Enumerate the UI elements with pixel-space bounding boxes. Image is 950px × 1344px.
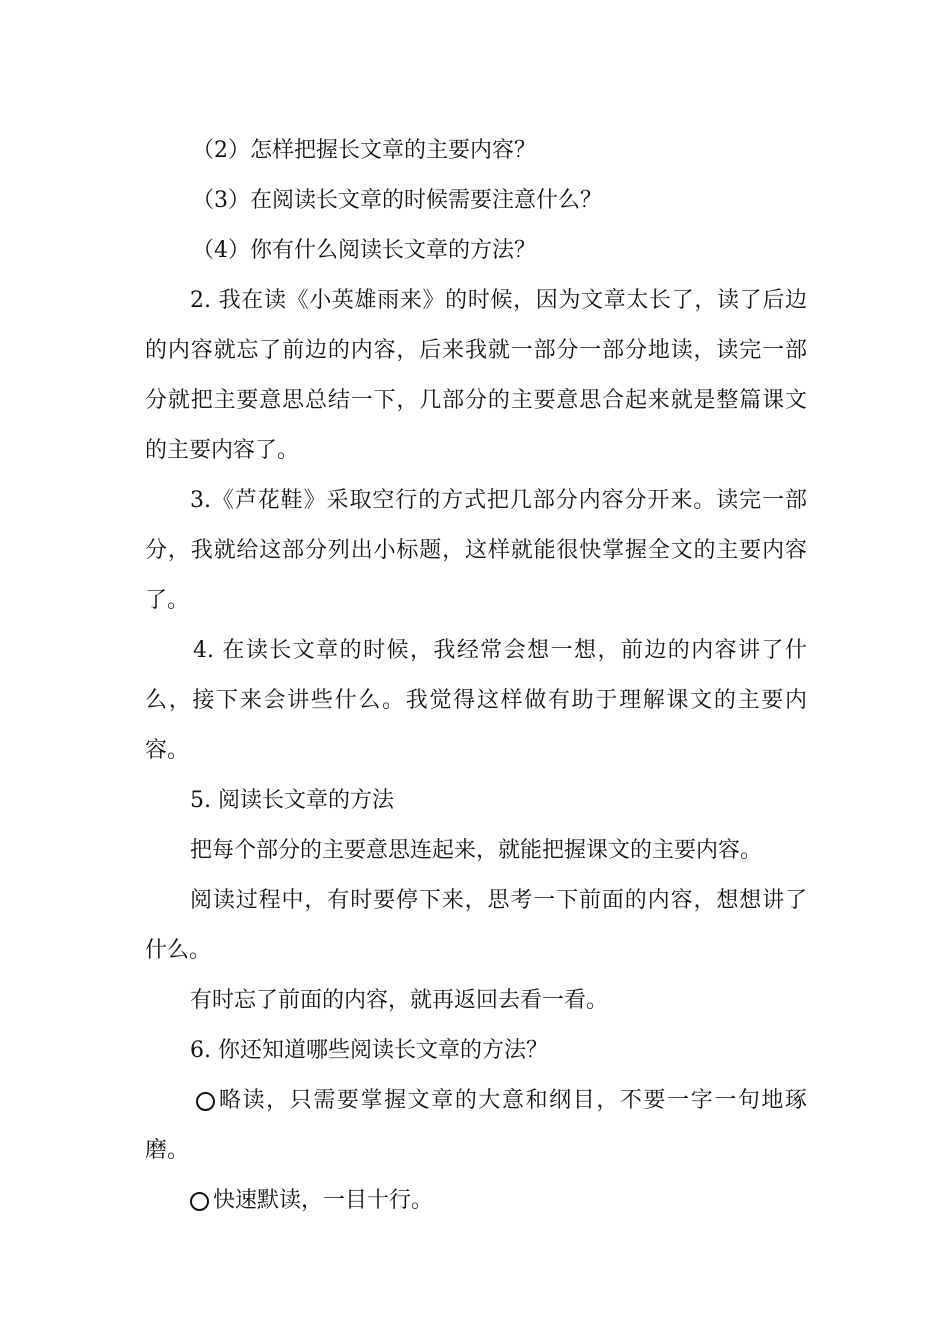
- answer-3-line-1: 3.《芦花鞋》采取空行的方式把几部分内容分开来。读完一部: [190, 488, 807, 513]
- answer-4-line-3: 容。: [145, 738, 190, 763]
- question-4: （4）你有什么阅读长文章的方法？: [192, 238, 536, 263]
- answer-2-line-1: 2. 我在读《小英雄雨来》的时候，因为文章太长了，读了后边: [190, 288, 807, 313]
- question-6: 6. 你还知道哪些阅读长文章的方法？: [190, 1038, 548, 1063]
- answer-2-line-3: 分就把主要意思总结一下，几部分的主要意思合起来就是整篇课文: [145, 388, 807, 413]
- answer-2-line-2: 的内容就忘了前边的内容，后来我就一部分一部分地读，读完一部: [145, 338, 807, 363]
- answer-3-line-2: 分，我就给这部分列出小标题，这样就能很快掌握全文的主要内容: [145, 538, 807, 563]
- method-skim-line-2: 磨。: [145, 1138, 190, 1163]
- method-skim-text: 略读，只需要掌握文章的大意和纲目，不要一字一句地琢: [219, 1088, 807, 1113]
- method-fast-reading: [190, 1186, 433, 1216]
- circle-bullet-icon: [190, 1192, 209, 1211]
- question-3: （3）在阅读长文章的时候需要注意什么？: [192, 188, 602, 213]
- answer-3-line-3: 了。: [145, 588, 190, 613]
- section-5-heading: 5. 阅读长文章的方法: [190, 788, 394, 813]
- section-5-point-2-line-2: 什么。: [145, 938, 212, 963]
- method-skim-line-1: [196, 1086, 807, 1116]
- method-fast-text: 快速默读，一目十行。: [213, 1188, 434, 1213]
- answer-4-line-2: 么，接下来会讲些什么。我觉得这样做有助于理解课文的主要内: [145, 688, 807, 713]
- section-5-point-1: 把每个部分的主要意思连起来，就能把握课文的主要内容。: [190, 838, 763, 863]
- answer-2-line-4: 的主要内容了。: [145, 438, 300, 463]
- question-2: （2）怎样把握长文章的主要内容？: [192, 138, 536, 163]
- section-5-point-2-line-1: 阅读过程中，有时要停下来，思考一下前面的内容，想想讲了: [190, 888, 807, 913]
- section-5-point-3: 有时忘了前面的内容，就再返回去看一看。: [190, 988, 609, 1013]
- answer-4-line-1: 4. 在读长文章的时候，我经常会想一想，前边的内容讲了什: [193, 638, 807, 663]
- circle-bullet-icon: [196, 1092, 215, 1111]
